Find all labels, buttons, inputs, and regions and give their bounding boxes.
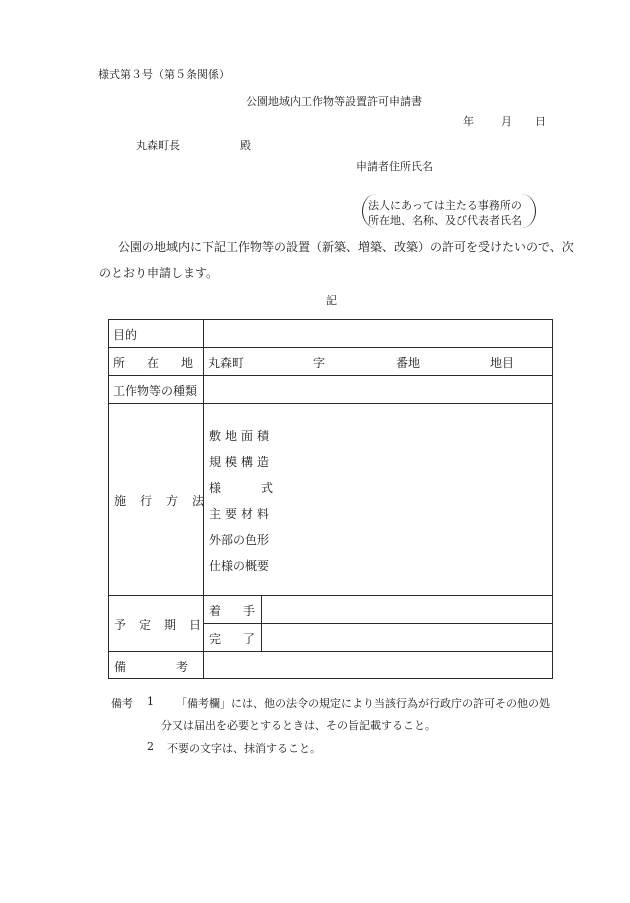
corporation-note-line2: 所在地、名称、及び代表者氏名 (368, 214, 522, 227)
date-year-field: 年 (463, 115, 474, 128)
method-item-style: 様式 (209, 481, 314, 495)
location-label-text: 所在地 (113, 356, 216, 370)
purpose-label (113, 326, 198, 343)
schedule-label-text: 予定期日 (114, 618, 215, 632)
table-row-divider (108, 347, 553, 348)
notes-label: 備考 (111, 697, 133, 710)
structure-kind-input[interactable] (204, 376, 552, 403)
applicant-address-name-label: 申請者住所氏名 (356, 160, 433, 173)
finish-date-input[interactable] (262, 624, 552, 651)
table-row-divider (108, 403, 553, 404)
construction-method-label (114, 492, 218, 509)
document-title: 公園地域内工作物等設置許可申請書 (246, 95, 422, 108)
ki-heading: 記 (326, 294, 337, 307)
location-chimoku: 地目 (490, 356, 515, 370)
note-number-1: 1 (147, 695, 154, 708)
note-number-2: 2 (147, 740, 154, 753)
method-item-exterior-color: 外部の色形 (209, 533, 270, 547)
location-label (113, 354, 216, 371)
location-aza: 字 (313, 356, 326, 370)
form-number: 様式第３号（第５条関係） (98, 68, 230, 81)
date-day-field: 日 (535, 115, 546, 128)
table-border-right (552, 319, 553, 679)
start-label-text: 着手 (209, 604, 278, 618)
method-item-main-material: 主要材料 (209, 507, 274, 521)
schedule-label (114, 616, 214, 633)
method-item-spec-outline: 仕様の概要 (209, 559, 270, 573)
purpose-input[interactable] (204, 320, 552, 347)
addressee: 丸森町長 (136, 139, 180, 152)
note1-line2: 分又は届出を必要とするときは、その旨記載すること。 (161, 719, 436, 732)
request-text-line2: のとおり申請します。 (99, 266, 219, 280)
date-month-field: 月 (501, 115, 512, 128)
remarks-label-text: 備考 (114, 660, 239, 674)
remarks-input[interactable] (204, 652, 552, 678)
request-text-line1: 公園の地域内に下記工作物等の設置（新築、増築、改築）の許可を受けたいので、次 (118, 240, 574, 254)
table-border-bottom (108, 678, 553, 679)
note1-line1: 「備考欄」には、他の法令の規定により当該行為が行政庁の許可その他の処 (176, 697, 550, 710)
construction-method-label-text: 施行方法 (114, 494, 219, 508)
finish-label-text: 完了 (209, 632, 278, 646)
application-table (108, 319, 553, 679)
method-item-site-area: 敷地面積 (209, 429, 274, 443)
purpose-label-text: 目的 (113, 328, 138, 342)
location-town: 丸森町 (208, 356, 245, 370)
corporation-note-line1: 法人にあっては主たる事務所の (368, 199, 522, 212)
addressee-honorific: 殿 (240, 139, 251, 152)
structure-kind-label: 工作物等の種類 (113, 384, 198, 398)
start-date-input[interactable] (262, 596, 552, 623)
method-item-scale-structure: 規模構造 (209, 455, 274, 469)
note2-text: 不要の文字は、抹消すること。 (167, 742, 321, 755)
table-border-left (108, 319, 109, 679)
location-banchi: 番地 (396, 356, 421, 370)
